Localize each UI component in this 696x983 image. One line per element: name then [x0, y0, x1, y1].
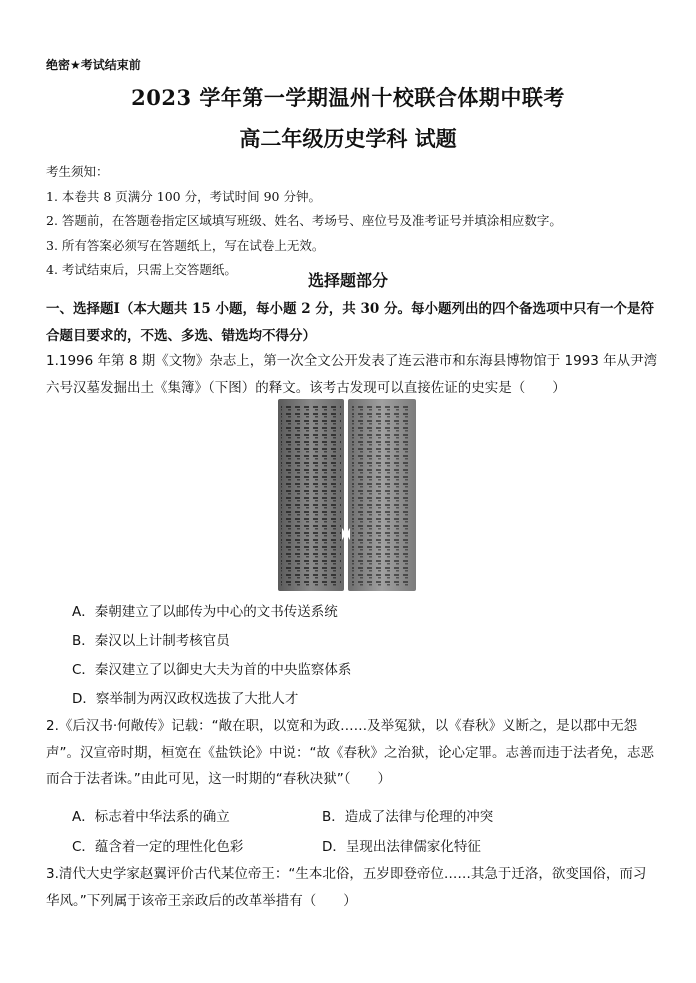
notice-item: 3. 所有答案必须写在答题纸上，写在试卷上无效。 [46, 237, 325, 253]
section-instructions: 一、选择题Ⅰ（本大题共 15 小题，每小题 2 分，共 30 分。每小题列出的四个备选项中只有一个是符合题目要求的，不选、多选、错选均不得分） [46, 301, 654, 344]
question-1-option-d: D．察举制为两汉政权选拔了大批人才 [72, 691, 299, 707]
notice-heading: 考生须知： [46, 164, 109, 179]
question-1-option-a: A．秦朝建立了以邮传为中心的文书传送系统 [72, 604, 338, 620]
question-1-stem: 1.1996 年第 8 期《文物》杂志上，第一次全文公开发表了连云港市和东海县博物馆于 1993 年从尹湾六号汉墓发掘出土《集簿》（下图）的释文。该考古发现可以直接佐证的史实是（ ） [46, 353, 658, 396]
notice-item: 4. 考试结束后，只需上交答题纸。 [46, 262, 237, 277]
question-2-stem: 2.《后汉书·何敞传》记载：“敞在职，以宽和为政……及举冤狱，以《春秋》义断之，是以郡中无怨声”。汉宣帝时期，桓宽在《盐铁论》中说：“故《春秋》之治狱，论心定罪。志善而违于法者免，志恶而合于法者诛。”由此可见，这一时期的“春秋决狱”（ ） [46, 718, 654, 787]
section-title: 选择题部分 [307, 271, 388, 290]
candidate-notice [46, 160, 562, 283]
exam-title: 2023 学年第一学期温州十校联合体期中联考 [131, 85, 565, 110]
notice-item: 2. 答题前，在答题卷指定区域填写班级、姓名、考场号、座位号及准考证号并填涂相应数字。 [46, 213, 562, 228]
notice-item: 1. 本卷共 8 页满分 100 分，考试时间 90 分钟。 [46, 188, 321, 204]
exam-subtitle: 高二年级历史学科 试题 [239, 126, 457, 151]
question-2-option-a: A．标志着中华法系的确立 [72, 809, 230, 825]
question-2-option-c: C．蕴含着一定的理性化色彩 [72, 839, 244, 855]
question-2-option-d: D．呈现出法律儒家化特征 [322, 839, 481, 855]
question-1-option-c: C．秦汉建立了以御史大夫为首的中央监察体系 [72, 662, 352, 678]
question-1-option-b: B．秦汉以上计制考核官员 [72, 633, 230, 649]
bamboo-slips-image [276, 398, 418, 592]
question-3-stem: 3.清代大史学家赵翼评价古代某位帝王：“生本北俗，五岁即登帝位……其急于迁洛，欲变国俗，而习华风。”下列属于该帝王亲政后的改革举措有（ ） [46, 866, 647, 909]
question-2-option-b: B．造成了法律与伦理的冲突 [322, 809, 494, 825]
confidential-label: 绝密★考试结束前 [46, 58, 141, 72]
